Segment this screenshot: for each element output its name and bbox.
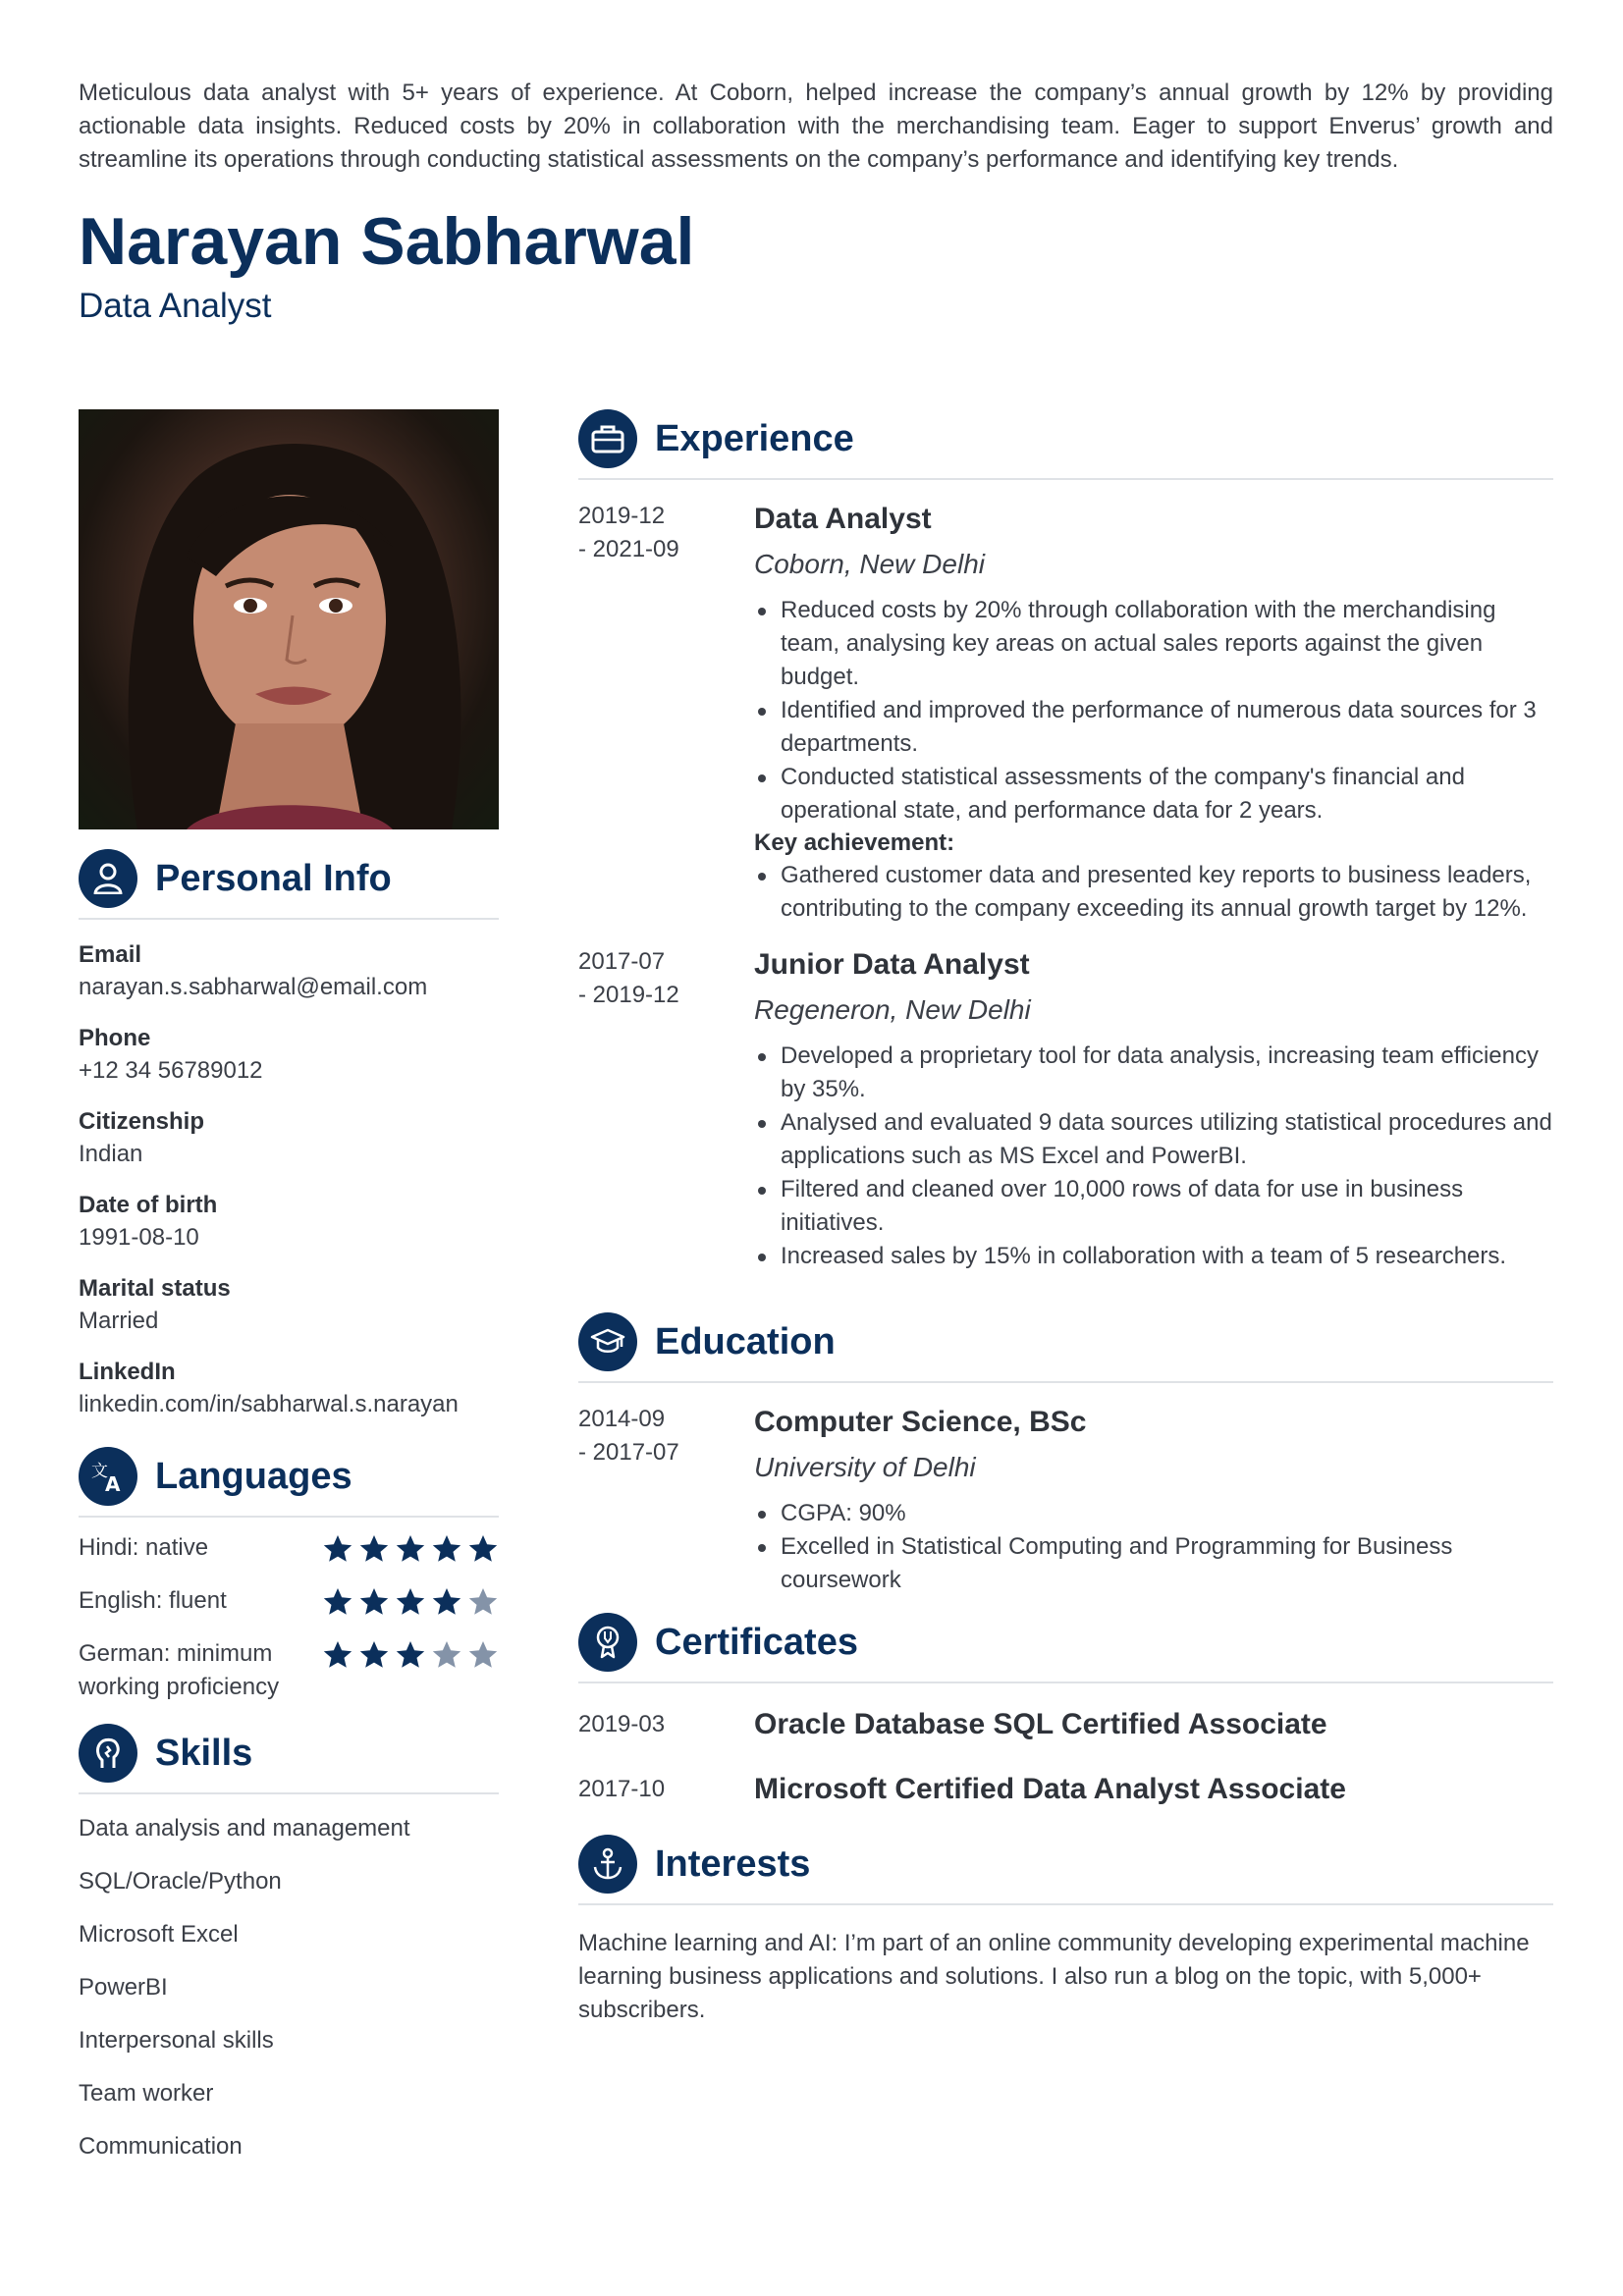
profile-photo	[79, 409, 499, 829]
experience-title: Experience	[655, 417, 854, 459]
date-start: 2014-09	[578, 1406, 666, 1432]
citizenship-label: Citizenship	[79, 1108, 205, 1135]
bullet-item: Excelled in Statistical Computing and Programming for Business coursework	[754, 1530, 1553, 1597]
language-rating	[322, 1531, 499, 1565]
email-value: narayan.s.sabharwal@email.com	[79, 974, 428, 1000]
interests-header	[578, 1835, 1553, 1905]
star-empty-icon	[467, 1639, 499, 1671]
svg-text:文: 文	[91, 1462, 108, 1481]
skill-item: Microsoft Excel	[79, 1921, 239, 1948]
marital-label: Marital status	[79, 1275, 231, 1302]
certificate-date: 2019-03	[578, 1711, 666, 1737]
skills-header	[79, 1724, 499, 1794]
phone-value: +12 34 56789012	[79, 1057, 263, 1084]
bullet-list	[754, 1040, 1553, 1273]
personal-info-item	[79, 1357, 499, 1421]
person-icon	[79, 849, 137, 908]
certificate-date: 2017-10	[578, 1776, 666, 1802]
linkedin-value: linkedin.com/in/sabharwal.s.narayan	[79, 1391, 459, 1417]
dob-value: 1991-08-10	[79, 1224, 199, 1251]
phone-label: Phone	[79, 1025, 151, 1051]
personal-info-item	[79, 939, 499, 1004]
candidate-name: Narayan Sabharwal	[79, 204, 695, 279]
translate-icon	[79, 1447, 137, 1506]
institution: University of Delhi	[754, 1452, 976, 1482]
language-rating	[322, 1584, 499, 1618]
star-filled-icon	[395, 1533, 426, 1565]
bullet-item: Increased sales by 15% in collaboration with a team of 5 researchers.	[754, 1240, 1553, 1273]
anchor-icon	[578, 1835, 637, 1894]
languages-list	[79, 1531, 499, 1704]
skill-item: SQL/Oracle/Python	[79, 1868, 282, 1895]
bullet-list	[754, 594, 1553, 828]
star-filled-icon	[358, 1586, 390, 1618]
date-end: - 2017-07	[578, 1439, 679, 1466]
skill-item: Communication	[79, 2133, 243, 2160]
language-rating	[322, 1637, 499, 1704]
languages-title: Languages	[155, 1455, 352, 1497]
candidate-role: Data Analyst	[79, 287, 272, 325]
entry-body	[754, 500, 1553, 926]
bullet-item: Analysed and evaluated 9 data sources utilizing statistical procedures and applications such as MS Excel and PowerBI.	[754, 1106, 1553, 1173]
entry-date	[578, 500, 754, 926]
personal-info-header	[79, 849, 499, 920]
star-filled-icon	[395, 1586, 426, 1618]
star-filled-icon	[358, 1639, 390, 1671]
star-empty-icon	[431, 1639, 462, 1671]
employer: Coborn, New Delhi	[754, 549, 985, 579]
language-label: German: minimum working proficiency	[79, 1640, 280, 1700]
dob-label: Date of birth	[79, 1192, 218, 1218]
star-filled-icon	[322, 1586, 353, 1618]
entry-body	[754, 945, 1553, 1273]
star-empty-icon	[467, 1586, 499, 1618]
certificate-row	[578, 1705, 1553, 1744]
education-entry	[578, 1403, 1553, 1597]
language-label: Hindi: native	[79, 1534, 209, 1561]
personal-info-item	[79, 1106, 499, 1171]
citizenship-value: Indian	[79, 1141, 143, 1167]
personal-info-item	[79, 1023, 499, 1088]
certificates-header	[578, 1613, 1553, 1683]
key-achievement-list	[754, 859, 1553, 926]
language-label: English: fluent	[79, 1587, 227, 1614]
bullet-item: Gathered customer data and presented key reports to business leaders, contributing to the company exceeding its annual growth target by 12%.	[754, 859, 1553, 926]
entry-date	[578, 1403, 754, 1597]
star-filled-icon	[395, 1639, 426, 1671]
entry-date	[578, 945, 754, 1273]
brain-icon	[79, 1724, 137, 1783]
education-title: Education	[655, 1320, 836, 1362]
job-title: Data Analyst	[754, 503, 932, 535]
entry-body	[754, 1403, 1553, 1597]
experience-entry	[578, 500, 1553, 926]
star-filled-icon	[467, 1533, 499, 1565]
email-label: Email	[79, 941, 142, 968]
award-icon	[578, 1613, 637, 1672]
interests-text: Machine learning and AI: I’m part of an online community developing experimental machine learning business applications and solutions. I also run a blog on the topic, with 5,000+ subscribers.	[578, 1930, 1530, 2023]
date-end: - 2021-09	[578, 536, 679, 562]
skill-item: Data analysis and management	[79, 1815, 410, 1842]
personal-info-list	[79, 939, 499, 1421]
bullet-item: Identified and improved the performance of numerous data sources for 3 departments.	[754, 694, 1553, 761]
key-achievement-label: Key achievement:	[754, 829, 955, 856]
personal-info-item	[79, 1273, 499, 1338]
certificate-row	[578, 1770, 1553, 1809]
degree-title: Computer Science, BSc	[754, 1406, 1087, 1438]
bullet-item: Filtered and cleaned over 10,000 rows of data for use in business initiatives.	[754, 1173, 1553, 1240]
date-start: 2017-07	[578, 948, 666, 975]
linkedin-label: LinkedIn	[79, 1359, 176, 1385]
bullet-item: CGPA: 90%	[754, 1497, 1553, 1530]
star-filled-icon	[431, 1533, 462, 1565]
graduation-cap-icon	[578, 1312, 637, 1371]
interests-title: Interests	[655, 1842, 811, 1885]
star-filled-icon	[358, 1533, 390, 1565]
marital-value: Married	[79, 1308, 159, 1334]
employer: Regeneron, New Delhi	[754, 994, 1031, 1025]
experience-entry	[578, 945, 1553, 1273]
right-column	[578, 409, 1553, 2027]
certificates-title: Certificates	[655, 1621, 858, 1663]
certificate-name: Oracle Database SQL Certified Associate	[754, 1708, 1327, 1740]
personal-info-item	[79, 1190, 499, 1255]
date-start: 2019-12	[578, 503, 666, 529]
skill-item: Interpersonal skills	[79, 2027, 274, 2054]
skills-title: Skills	[155, 1732, 253, 1774]
language-row	[79, 1584, 499, 1618]
experience-header	[578, 409, 1553, 480]
star-filled-icon	[431, 1586, 462, 1618]
education-header	[578, 1312, 1553, 1383]
job-title: Junior Data Analyst	[754, 948, 1030, 981]
bullet-item: Developed a proprietary tool for data analysis, increasing team efficiency by 35%.	[754, 1040, 1553, 1106]
language-row	[79, 1531, 499, 1565]
skill-item: PowerBI	[79, 1974, 168, 2001]
bullet-list	[754, 1497, 1553, 1597]
bullet-item: Reduced costs by 20% through collaboration with the merchandising team, analysing key areas on actual sales reports against the given budget.	[754, 594, 1553, 694]
certificate-name: Microsoft Certified Data Analyst Associate	[754, 1773, 1346, 1805]
skills-list	[79, 1812, 499, 2163]
briefcase-icon	[578, 409, 637, 468]
skill-item: Team worker	[79, 2080, 214, 2107]
language-row	[79, 1637, 499, 1704]
left-column	[79, 409, 499, 2183]
star-filled-icon	[322, 1533, 353, 1565]
star-filled-icon	[322, 1639, 353, 1671]
languages-header	[79, 1447, 499, 1518]
svg-text:A: A	[105, 1472, 121, 1493]
date-end: - 2019-12	[578, 982, 679, 1008]
bullet-item: Conducted statistical assessments of the company's financial and operational state, and performance data for 2 years.	[754, 761, 1553, 828]
summary: Meticulous data analyst with 5+ years of experience. At Coborn, helped increase the company’s annual growth by 12% by providing actionable data insights. Reduced costs by 20% in collaboration with the merchandising team. Eager to support Enverus’ growth and streamline its operations through conducting statistical assessments on the company’s performance and identifying key trends.	[79, 80, 1553, 173]
personal-info-title: Personal Info	[155, 857, 392, 899]
